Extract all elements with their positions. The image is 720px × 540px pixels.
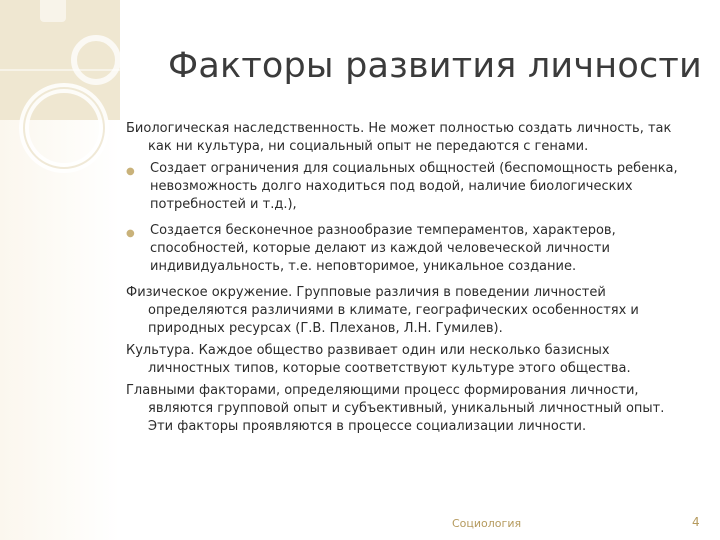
paragraph-biological: Биологическая наследственность. Не может полностью создать личность, так как ни культура, ни социальный опыт не передаются с генами. bbox=[126, 121, 672, 154]
paragraph-culture: Культура. Каждое общество развивает один или несколько базисных личностных типов, которые соответствуют культуре этого общества. bbox=[126, 343, 631, 376]
bullet-item-diversity bbox=[126, 222, 692, 276]
round-bullet-icon: ● bbox=[126, 228, 135, 239]
slide-body bbox=[126, 120, 692, 440]
bullet-text: Создает ограничения для социальных общностей (беспомощность ребенка, невозможность долго находиться под водой, наличие биологических потребностей и т.д.), bbox=[150, 161, 678, 212]
paragraph-main-factors: Главными факторами, определяющими процесс формирования личности, являются групповой опыт и субъективный, уникальный личностный опыт. Эти факторы проявляются в процессе социализации личности. bbox=[126, 383, 665, 434]
page-number: 4 bbox=[692, 515, 700, 529]
round-bullet-icon: ● bbox=[126, 166, 135, 177]
decor-small-square bbox=[40, 0, 66, 22]
bullet-item-limitations bbox=[126, 160, 692, 214]
bullet-text: Создается бесконечное разнообразие темпераментов, характеров, способностей, которые делают из каждой человеческой личности индивидуальность, т.е. неповторимое, уникальное создание. bbox=[150, 223, 616, 274]
slide-title: Факторы развития личности bbox=[168, 46, 702, 86]
paragraph-physical: Физическое окружение. Групповые различия в поведении личностей определяются различиями в климате, географических особенностях и природных ресурсах (Г.В. Плеханов, Л.Н. Гумилев). bbox=[126, 285, 639, 336]
footer-subject: Социология bbox=[452, 517, 522, 530]
